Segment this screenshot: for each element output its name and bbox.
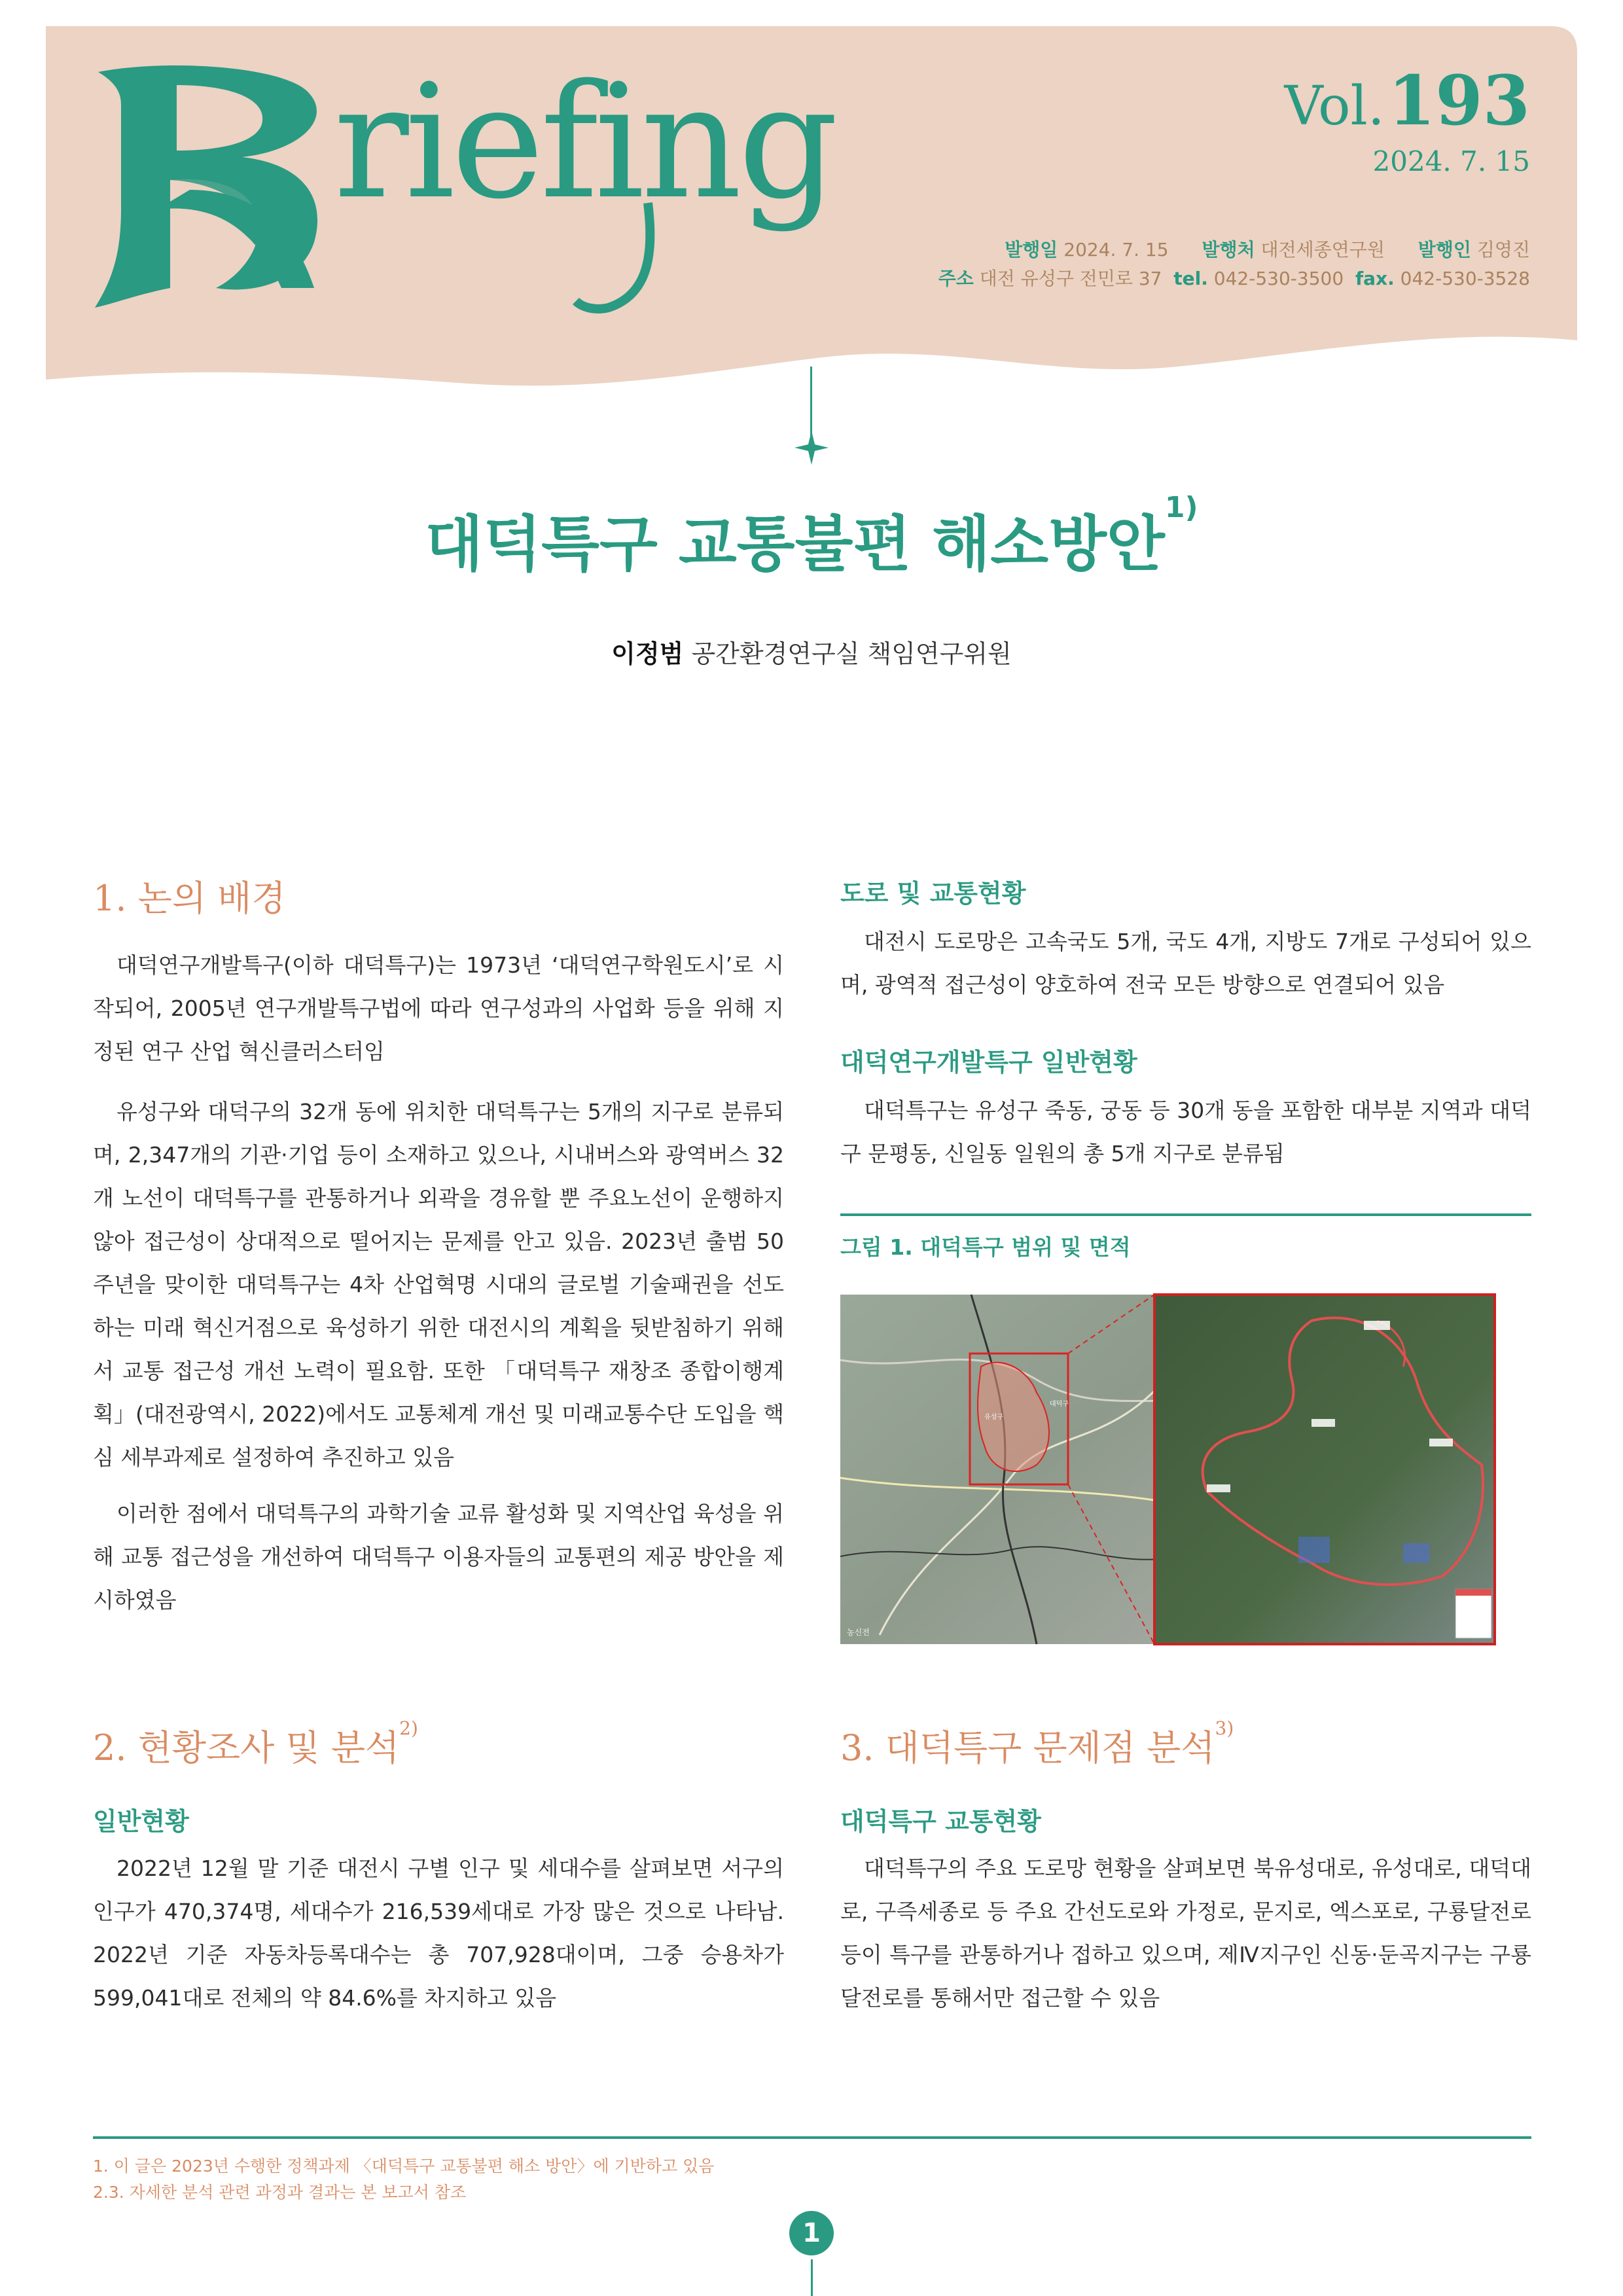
- section2-footnote-ref: 2): [399, 1717, 418, 1739]
- road-heading: 도로 및 교통현황: [840, 879, 1026, 908]
- figure-caption: 그림 1. 대덕특구 범위 및 면적: [840, 1234, 1131, 1260]
- road-paragraph: 대전시 도로망은 고속국도 5개, 국도 4개, 지방도 7개로 구성되어 있으며, 광역적 접근성이 양호하여 전국 모든 방향으로 연결되어 있음: [840, 929, 1531, 997]
- pub-date: 2024. 7. 15: [1063, 239, 1169, 260]
- address-label: 주소: [938, 268, 974, 289]
- sparkle-icon: [793, 429, 830, 466]
- header-divider-line: [810, 367, 812, 439]
- author-affiliation: 공간환경연구실 책임연구위원: [691, 639, 1012, 668]
- section1-paragraph-1: 대덕연구개발특구(이하 대덕특구)는 1973년 ‘대덕연구학원도시’로 시작되어, 2005년 연구개발특구법에 따라 연구성과의 사업화 등을 위해 지정된 연구 산업 혁신클러스터임: [93, 952, 784, 1064]
- page-number-line: [811, 2259, 813, 2296]
- map-label-daedeok: 대덕구: [1050, 1401, 1069, 1408]
- footnote-1: 1. 이 글은 2023년 수행한 정책과제 〈대덕특구 교통불편 해소 방안〉에 기반하고 있음: [93, 2157, 715, 2176]
- section3-heading-text: 3. 대덕특구 문제점 분석: [840, 1727, 1215, 1768]
- publication-info: [938, 236, 1530, 293]
- publisher: 대전세종연구원: [1260, 239, 1385, 260]
- vol-number: 193: [1387, 60, 1530, 141]
- section2-heading-text: 2. 현황조사 및 분석: [93, 1727, 400, 1768]
- fax-label: fax.: [1355, 268, 1395, 289]
- section1-heading: 1. 논의 배경: [93, 878, 286, 919]
- tel: 042-530-3500: [1213, 268, 1344, 289]
- section3-subheading: 대덕특구 교통현황: [840, 1807, 1041, 1836]
- volume-label: [1284, 60, 1530, 141]
- title-text: 대덕특구 교통불편 해소방안: [425, 509, 1165, 579]
- pub-date-label: 발행일: [1005, 239, 1058, 260]
- author-name: 이정범: [611, 639, 684, 668]
- issuer-label: 발행인: [1418, 239, 1471, 260]
- issue-date: 2024. 7. 15: [1372, 145, 1530, 177]
- author-line: [0, 634, 1623, 670]
- fax: 042-530-3528: [1400, 268, 1530, 289]
- map-label-west: 농신전: [847, 1628, 870, 1637]
- tel-label: tel.: [1173, 268, 1208, 289]
- svg-text:riefing: riefing: [334, 50, 835, 234]
- briefing-logo: [85, 46, 835, 327]
- section1-paragraph-2: 유성구와 대덕구의 32개 동에 위치한 대덕특구는 5개의 지구로 분류되며, 2,347개의 기관·기업 등이 소재하고 있으나, 시내버스와 광역버스 32개 노선이 대덕특구를 관통하거나 외곽을 경유할 뿐 주요노선이 운행하지 않아 접근성이 상대적으로 떨어지는 문제를 안고 있음. 2023년 출범 50주년을 맞이한 대덕특구는 4차 산업혁명 시대의 글로벌 기술패권을 선도하는 미래 혁신거점으로 육성하기 위한 대전시의 계획을 뒷받침하기 위해서 교통 접근성 개선 노력이 필요함. 또한 「대덕특구 재창조 종합이행계획」(대전광역시, 2022)에서도 교통체계 개선 및 미래교통수단 도입을 핵심 세부과제로 설정하여 추진하고 있음: [93, 1099, 784, 1470]
- vol-prefix: Vol.: [1284, 75, 1385, 137]
- map-label-yuseong: 유성구: [984, 1414, 1003, 1421]
- title-footnote-ref: 1): [1164, 491, 1198, 524]
- figure-rule: [840, 1213, 1531, 1216]
- section3-heading: [840, 1717, 1234, 1770]
- footnote-2: 2.3. 자세한 분석 관련 과정과 결과는 본 보고서 참조: [93, 2183, 467, 2202]
- footnote-rule: [93, 2136, 1531, 2139]
- general-status-heading: 대덕연구개발특구 일반현황: [840, 1048, 1137, 1077]
- publisher-label: 발행처: [1202, 239, 1255, 260]
- section3-footnote-ref: 3): [1215, 1717, 1234, 1739]
- section3-paragraph: 대덕특구의 주요 도로망 현황을 살펴보면 북유성대로, 유성대로, 대덕대로, 구즉세종로 등 주요 간선도로와 가정로, 문지로, 엑스포로, 구룡달전로 등이 특구를 관통하거나 접하고 있으며, 제Ⅳ지구인 신동·둔곡지구는 구룡달전로를 통해서만 접근할 수 있음: [840, 1856, 1531, 2011]
- section1-paragraph-3: 이러한 점에서 대덕특구의 과학기술 교류 활성화 및 지역산업 육성을 위해 교통 접근성을 개선하여 대덕특구 이용자들의 교통편의 제공 방안을 제시하였음: [93, 1501, 784, 1613]
- general-status-paragraph: 대덕특구는 유성구 죽동, 궁동 등 30개 동을 포함한 대부분 지역과 대덕구 문평동, 신일동 일원의 총 5개 지구로 분류됨: [840, 1098, 1531, 1166]
- page-number: 1: [789, 2211, 834, 2255]
- section2-subheading: 일반현황: [93, 1807, 189, 1836]
- issuer: 김영진: [1476, 239, 1530, 260]
- section2-heading: [93, 1717, 418, 1770]
- section2-paragraph: 2022년 12월 말 기준 대전시 구별 인구 및 세대수를 살펴보면 서구의 인구가 470,374명, 세대수가 216,539세대로 가장 많은 것으로 나타남. 2022년 기준 자동차등록대수는 총 707,928대이며, 그중 승용차가 599,041대로 전체의 약 84.6%를 차지하고 있음: [93, 1856, 784, 2011]
- page-title: [0, 491, 1623, 583]
- address: 대전 유성구 전민로 37: [979, 268, 1162, 289]
- district-map-figure: [840, 1282, 1495, 1644]
